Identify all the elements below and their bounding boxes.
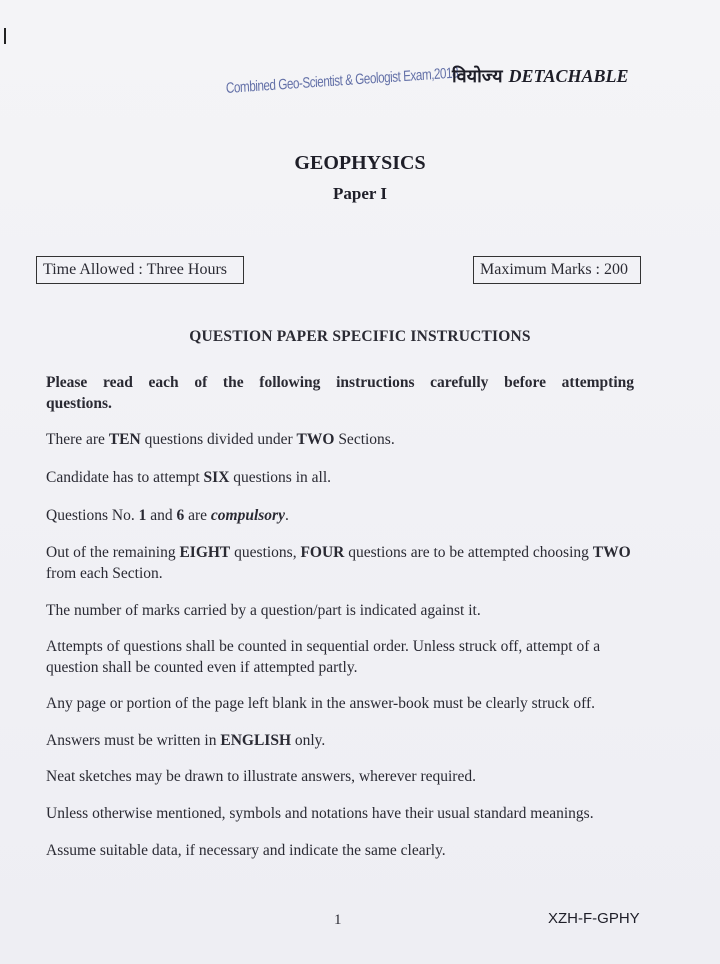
- emphasis: SIX: [203, 469, 230, 486]
- emphasis: EIGHT: [179, 544, 231, 561]
- detachable-hindi: वियोज्य: [452, 66, 503, 86]
- emphasis: FOUR: [300, 544, 345, 561]
- text: from each Section.: [46, 565, 163, 582]
- instruction-4: [46, 542, 634, 584]
- instruction-3: [46, 505, 634, 526]
- instruction-1: [46, 429, 634, 450]
- instruction-5: The number of marks carried by a question/part is indicated against it.: [46, 602, 481, 619]
- instruction-6: Attempts of questions shall be counted in sequential order. Unless struck off, attempt of a question shall be counted even if attempted partly.: [46, 638, 601, 676]
- text: Sections.: [334, 431, 395, 448]
- text: Out of the remaining: [46, 544, 180, 561]
- text: questions divided under: [140, 431, 297, 448]
- instruction-7: Any page or portion of the page left blank in the answer-book must be clearly struck off.: [46, 695, 596, 712]
- instruction-8: [46, 730, 634, 751]
- text: Candidate has to attempt: [46, 469, 204, 486]
- emphasis: TWO: [296, 431, 335, 448]
- text: and: [146, 507, 177, 524]
- emphasis: TWO: [592, 544, 631, 561]
- detachable-english: DETACHABLE: [508, 66, 629, 86]
- text: questions are to be attempted choosing: [344, 544, 593, 561]
- text: .: [284, 507, 289, 524]
- emphasis: compulsory: [210, 507, 285, 524]
- text: questions in all.: [229, 469, 332, 486]
- maximum-marks-box: Maximum Marks : 200: [473, 256, 641, 284]
- instruction-2: [46, 467, 634, 488]
- emphasis: ENGLISH: [220, 732, 291, 749]
- emphasis: 6: [176, 507, 185, 524]
- text: Answers must be written in: [46, 732, 221, 749]
- text: only.: [291, 732, 326, 749]
- text: There are: [46, 431, 109, 448]
- instruction-10: Unless otherwise mentioned, symbols and notations have their usual standard meanings.: [46, 805, 594, 822]
- instructions-heading: QUESTION PAPER SPECIFIC INSTRUCTIONS: [189, 328, 531, 345]
- paper-title: GEOPHYSICS: [294, 152, 426, 174]
- text: questions,: [230, 544, 301, 561]
- instruction-11: Assume suitable data, if necessary and indicate the same clearly.: [46, 842, 446, 859]
- time-allowed-box: Time Allowed : Three Hours: [36, 256, 244, 284]
- paper-subtitle: Paper I: [333, 184, 387, 203]
- instructions-lead: Please read each of the following instructions carefully before attempting questions.: [46, 374, 634, 412]
- emphasis: 1: [138, 507, 147, 524]
- exam-stamp: Combined Geo-Scientist & Geologist Exam,2018: [225, 64, 459, 97]
- text: Questions No.: [46, 507, 139, 524]
- page-number: 1: [334, 912, 342, 928]
- text: are: [184, 507, 211, 524]
- margin-mark: [4, 28, 6, 44]
- paper-code: XZH-F-GPHY: [548, 910, 640, 927]
- detachable-label: [452, 64, 629, 88]
- instruction-9: Neat sketches may be drawn to illustrate answers, wherever required.: [46, 768, 476, 785]
- emphasis: TEN: [108, 431, 141, 448]
